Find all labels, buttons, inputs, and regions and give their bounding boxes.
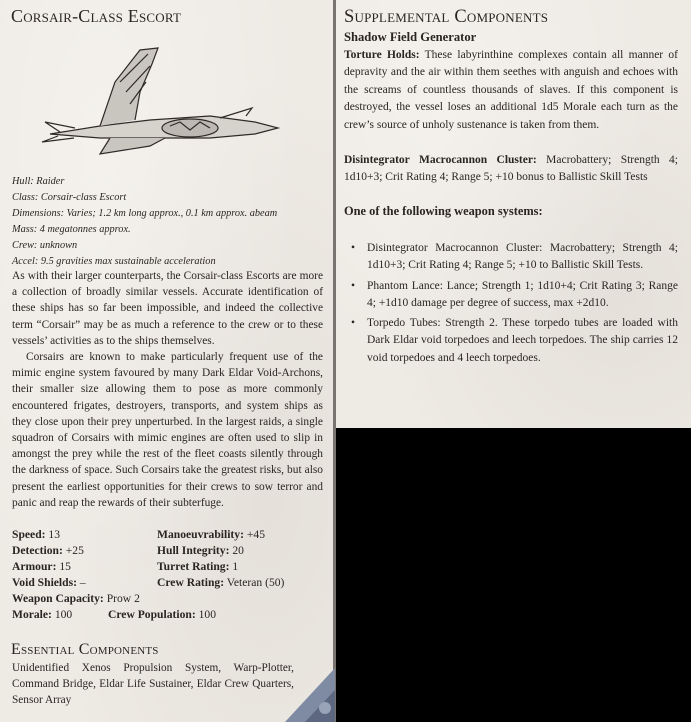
ship-stats — [12, 527, 330, 624]
section-title: Essential Components — [11, 641, 159, 658]
component-label: Disintegrator Macrocannon Cluster: — [344, 154, 537, 166]
stat-label: Void Shields: — [12, 576, 77, 590]
stat-label: Morale: — [12, 608, 52, 622]
stat-label: Turret Rating: — [157, 560, 230, 574]
section-title: Supplemental Components — [344, 7, 549, 27]
stat-value: +45 — [246, 528, 265, 541]
ship-illustration — [40, 42, 285, 160]
component-text: Macrobattery; Strength 4; 1d10+3; Crit Rating 4; Range 5; +10 bonus to Ballistic Skill Tests — [344, 154, 678, 184]
corner-ornament — [285, 668, 335, 722]
accel-line: Accel: 9.5 gravities max sustainable acceleration — [12, 256, 216, 267]
stat-value: 100 — [54, 608, 73, 622]
page-divider — [333, 0, 336, 722]
bullet: • — [351, 242, 356, 254]
list-item — [350, 315, 678, 366]
stat-value: Veteran (50) — [226, 576, 285, 590]
stat-value: 20 — [232, 544, 244, 558]
stat-label: Armour: — [12, 560, 57, 574]
stat-label: Detection: — [12, 544, 63, 558]
page-title: Corsair-Class Escort — [11, 6, 182, 26]
component-label: Torture Holds: — [344, 49, 420, 61]
weapon-text: Torpedo Tubes: Strength 2. These torpedo tubes are loaded with Dark Eldar void torpedoes and leech torpedoes. The ship carries 12 void torpedoes and 4 leech torpedoes. — [367, 317, 678, 364]
description-paragraph: Corsairs are known to make particularly frequent use of the mimic engine system favoured by many Dark Eldar Void-Archons, their smaller size allowing them to pose as more commonly encountered frigates, destroyers, transports, and system ships as they close upon their prey unperturbed. In the largest raids, a single squadron of Corsairs with mimic engines are often used to slip in amongst the prey while the rest of the fleet coasts silently through the darkness of space. Such Corsairs take the greatest risks, but also present the earliest opportunities for their crews to sow terror and panic and reap the rewards of their subterfuge. — [12, 351, 323, 509]
stat-value: 13 — [48, 528, 60, 541]
stat-label: Speed: — [12, 528, 46, 541]
component-name: Shadow Field Generator — [344, 30, 477, 44]
hull-line: Hull: Raider — [12, 176, 65, 187]
essential-components-text: Unidentified Xenos Propulsion System, Warp-Plotter, Command Bridge, Eldar Life Sustainer, Eldar Crew Quarters, Sensor Array — [12, 662, 294, 706]
stat-label: Crew Population: — [108, 608, 196, 622]
mass-line: Mass: 4 megatonnes approx. — [12, 224, 131, 235]
ship-profile — [12, 174, 330, 270]
component-entry — [344, 47, 678, 134]
stat-label: Hull Integrity: — [157, 544, 230, 558]
bullet: • — [351, 317, 356, 330]
weapon-list — [350, 240, 678, 370]
stat-value: Prow 2 — [106, 592, 140, 606]
stat-label: Manoeuvrability: — [157, 528, 244, 541]
component-entry — [344, 152, 678, 187]
stat-value: 15 — [59, 560, 71, 574]
weapon-text: Phantom Lance: Lance; Strength 1; 1d10+4; Crit Rating 3; Range 4; +1d10 damage per degree of success, max +2d10. — [367, 279, 678, 309]
component-text: These labyrinthine complexes contain all manner of depravity and the air within them seethes with anguish and echoes with the screams of countless thousands of slaves. If this component is destroyed, the vessel loses an additional 1d5 Morale each turn as the crew’s source of unholy sustenance is taken from them. — [344, 49, 678, 131]
list-item — [350, 278, 678, 312]
description-paragraph: As with their larger counterparts, the Corsair-class Escorts are more a collection of broadly similar vessels. Accurate identification of these ships has so far been impossible, and indeed the collective term “Corsair” may be as much a reference to the crew or to these vessels’ activities as to the ships themselves. — [12, 270, 323, 347]
stat-label: Weapon Capacity: — [12, 592, 104, 606]
dimensions-line: Dimensions: Varies; 1.2 km long approx., 0.1 km approx. abeam — [12, 208, 278, 219]
weapon-text: Disintegrator Macrocannon Cluster: Macrobattery; Strength 4; 1d10+3; Crit Rating 4; Range 5; +10 to Ballistic Skill Tests. — [367, 242, 678, 272]
class-line: Class: Corsair-class Escort — [12, 192, 127, 203]
bullet: • — [351, 279, 356, 292]
stat-value: 100 — [198, 608, 217, 622]
stat-value: 1 — [232, 560, 239, 574]
list-item — [350, 240, 678, 274]
weapon-options-heading: One of the following weapon systems: — [344, 204, 543, 218]
stat-label: Crew Rating: — [157, 576, 225, 590]
crew-line: Crew: unknown — [12, 240, 78, 251]
stat-value: – — [79, 576, 86, 590]
stat-value: +25 — [65, 544, 84, 558]
